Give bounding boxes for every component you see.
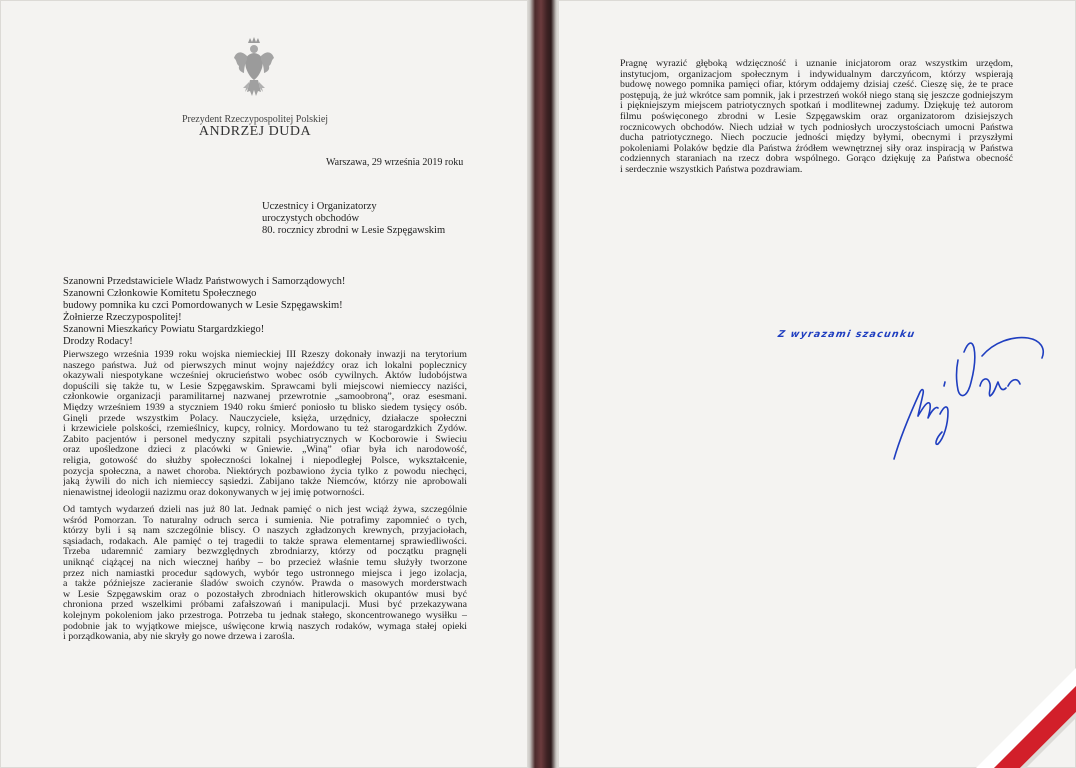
text-line: uniknąć ciążącej na nich wiecznej hańby – bo przecież właśnie temu służyły tworzone xyxy=(63,557,467,568)
text-line: rocznicowych obchodów. Niech udział w tych podniosłych uroczystościach umocni Państwa xyxy=(620,122,1013,133)
text-line: Trzeba udaremnić zamiary bezwzględnych zbrodniarzy, którzy od początku pragnęli xyxy=(63,547,467,558)
text-line: jaką żywili do nich ich niemieccy sąsiedzi. Zabijano także Niemców, którzy nie aprobowali xyxy=(63,477,467,488)
salutation-line: Szanowni Przedstawiciele Władz Państwowych i Samorządowych! xyxy=(63,276,346,287)
text-line: Zabito pacjentów i personel medyczny szpitali psychiatrycznych w Kocborowie i Świeciu xyxy=(63,434,467,445)
text-line: kolejnym pokoleniom jako przestroga. Potrzeba tu jednak stałego, skoncentrowanego wysiłku – xyxy=(63,610,467,621)
text-line: naszego państwa. Już od pierwszych minut wojny najeźdźcy oraz ich lokalni poplecznicy xyxy=(63,360,467,371)
paragraph-3 xyxy=(620,59,1013,176)
addressee-block xyxy=(262,201,445,237)
text-line: nienawistnej ideologii nazizmu oraz dokonywanych w jej imię potworności. xyxy=(63,487,365,498)
text-line: oraz upośledzone dzieci z placówki w Gniewie. „Winą” ofiar była ich narodowość, xyxy=(63,445,467,456)
handwritten-closing: Z wyrazami szacunku xyxy=(777,329,917,340)
signature xyxy=(884,334,1054,464)
addressee-line: Uczestnicy i Organizatorzy xyxy=(262,201,377,212)
addressee-line: 80. rocznicy zbrodni w Lesie Szpęgawskim xyxy=(262,225,446,236)
left-page xyxy=(0,0,528,768)
text-line: pokoleniami Polaków będzie dla Państwa źródłem wewnętrznej siły oraz inspiracją w Państwa xyxy=(620,143,1013,154)
flag-ribbon-icon xyxy=(916,608,1076,768)
text-line: filmu poświęconego zbrodni w Lesie Szpęgawskim oraz organizatorom dzisiejszych xyxy=(620,111,1013,122)
salutation-line: Żołnierze Rzeczypospolitej! xyxy=(63,312,182,323)
text-line: Od tamtych wydarzeń dzieli nas już 80 lat. Jednak pamięć o nich jest wciąż żywa, szczególnie xyxy=(63,505,467,515)
text-line: religia, gotowość do służby społeczności lokalnej i niepodległej Polsce, wykształcenie, xyxy=(63,455,467,466)
text-line: przez nich namiastki procedur sądowych, wybór tego ustronnego miejsca i jego izolacja, xyxy=(63,568,467,579)
text-line: Między wrześniem 1939 a styczniem 1940 roku śmierć poniosło tu blisko siedem tysięcy osób. xyxy=(63,402,467,413)
paragraph-1 xyxy=(63,350,467,498)
text-line: Pragnę wyrazić głęboką wdzięczność i uznanie inicjatorom oraz wszystkim urzędom, xyxy=(620,59,1013,69)
date-line: Warszawa, 29 września 2019 roku xyxy=(326,157,464,168)
text-line: dopuścili się także tu, w Lesie Szpęgawskim. Sprawcami byli miejscowi niemieccy naziści, xyxy=(63,381,467,392)
text-line: i serdecznie wszystkich Państwa pozdrawiam. xyxy=(620,164,803,175)
text-line: okazywali niespotykane wcześniej okrucieństwo wobec osób cywilnych. Aktów ludobójstwa xyxy=(63,371,467,382)
office-title: Prezydent Rzeczypospolitej Polskiej xyxy=(181,114,329,125)
text-line: wśród Pomorzan. To naturalny odruch serca i sumienia. Nie potrafimy zapomnieć o tych, xyxy=(63,515,467,526)
text-line: i porządkowania, aby nie skryły go nowe drzewa i zarośla. xyxy=(63,632,295,643)
text-line: którzy byli i są nam szczególnie bliscy. O naszych zgładzonych krewnych, przyjaciołach, xyxy=(63,526,467,537)
salutation-line: Drodzy Rodacy! xyxy=(63,336,133,347)
text-line: i krzewiciele polskości, rzemieślnicy, kupcy, rolnicy. Mordowano tu też starogardzkich Żydów. xyxy=(63,424,467,435)
text-line: ducha patriotycznego. Niech poczucie jedności między byłymi, obecnymi i przyszłymi xyxy=(620,133,1013,144)
text-line: instytucjom, organizacjom społecznym i indywidualnym darczyńcom, którzy wspierają xyxy=(620,69,1013,80)
text-line: postępują, że już wkrótce sam pomnik, jak i przestrzeń wokół niego staną się jeszcze godniejszym xyxy=(620,90,1013,101)
text-line: pozycja społeczna, a nawet choroba. Niektórych pozbawiono życia tylko z powodu niechęci, xyxy=(63,466,467,477)
president-name: ANDRZEJ DUDA xyxy=(198,124,312,139)
salutation-line: Szanowni Mieszkańcy Powiatu Stargardzkiego! xyxy=(63,324,265,335)
text-line: członkowie organizacji paramilitarnej nazwanej przewrotnie „samoobroną”, oraz esesmani. xyxy=(63,392,467,403)
polish-eagle-emblem-icon xyxy=(233,36,275,102)
text-line: Pierwszego września 1939 roku wojska niemieckiej III Rzeszy dokonały inwazji na terytorium xyxy=(63,350,467,360)
text-line: a także późniejsze zacieranie śladów swoich czynów. Prawda o masowych morderstwach xyxy=(63,579,467,590)
folder-spine xyxy=(528,0,558,768)
salutation-line: budowy pomnika ku czci Pomordowanych w Lesie Szpęgawskim! xyxy=(63,300,343,311)
text-line: w Lesie Szpęgawskim oraz o pozostałych zbrodniach hitlerowskich okupantów musi być xyxy=(63,589,467,600)
addressee-line: uroczystych obchodów xyxy=(262,213,360,224)
text-line: Ginęli przede wszystkim Polacy. Nauczyciele, księża, urzędnicy, działacze społeczni xyxy=(63,413,467,424)
paragraph-2 xyxy=(63,505,467,643)
text-line: budowę nowego pomnika pamięci ofiar, którym oddajemy dzisiaj cześć. Cieszę się, że te prace xyxy=(620,80,1013,91)
text-line: podobnie jak to wyjątkowe miejsce, uświęcone krwią naszych rodaków, wymaga stałej opieki xyxy=(63,621,467,632)
text-line: i piękniejszym miejscem patriotycznych spotkań i modlitewnej zadumy. Dziękuję też autorom xyxy=(620,101,1013,112)
text-line: sąsiadach, rodakach. Ale pamięć o tej tragedii to także sprawa elementarnej sprawiedliwości. xyxy=(63,536,467,547)
text-line: codziennych staraniach na rzecz dobra wspólnego. Gorąco dziękuję za Państwa obecność xyxy=(620,154,1013,165)
salutations-block xyxy=(63,276,345,348)
text-line: chroniona przed wszelkimi próbami zafałszowań i manipulacji. Musi być przekazywana xyxy=(63,600,467,611)
salutation-line: Szanowni Członkowie Komitetu Społecznego xyxy=(63,288,257,299)
